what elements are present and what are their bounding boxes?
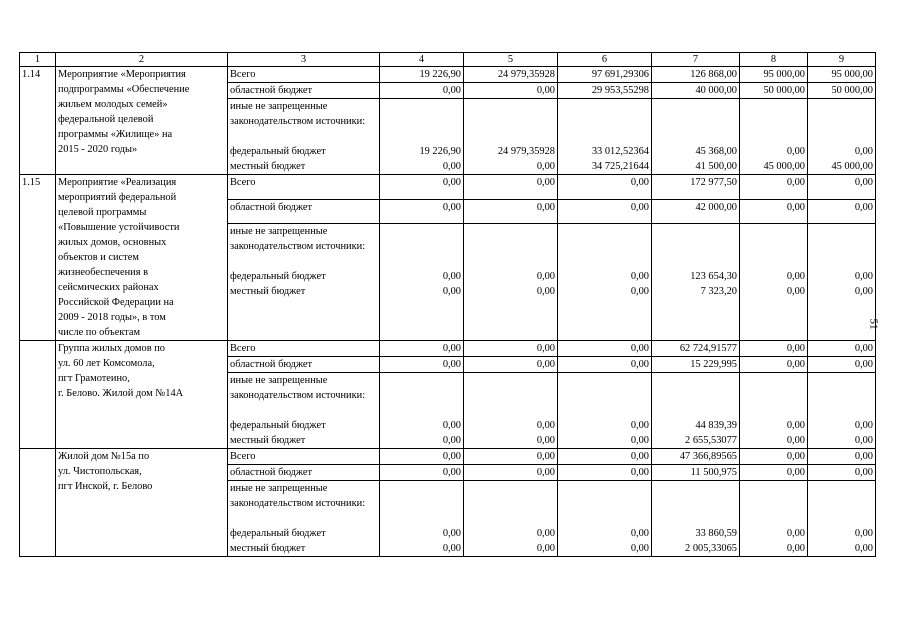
spacer <box>382 99 461 144</box>
amount-cell <box>808 465 876 481</box>
line: местный бюджет <box>230 161 306 172</box>
amount-cell <box>380 83 464 99</box>
value: 42 000,00 <box>695 201 737 213</box>
amount-cell <box>808 199 876 224</box>
value: 0,00 <box>442 161 461 172</box>
spacer <box>742 481 805 526</box>
item-description <box>56 341 228 449</box>
column-header: 7 <box>652 53 740 67</box>
value: 11 500,975 <box>690 467 737 478</box>
value: 0,00 <box>854 343 873 354</box>
spacer <box>382 373 461 418</box>
spacer <box>382 481 461 526</box>
budget-table <box>19 52 876 557</box>
line: федеральный бюджет <box>230 271 326 283</box>
amount-cell <box>464 341 558 357</box>
value: 0,00 <box>442 451 461 462</box>
item-description <box>56 175 228 341</box>
amount-cell <box>380 465 464 481</box>
item-description <box>56 67 228 175</box>
amount-cell <box>464 83 558 99</box>
line: федеральный бюджет <box>230 146 326 157</box>
value: 0,00 <box>630 543 649 554</box>
value: 95 000,00 <box>763 69 805 80</box>
value: 0,00 <box>854 528 873 539</box>
value: 0,00 <box>442 543 461 554</box>
item-number <box>20 449 56 557</box>
amount-cell <box>558 199 652 224</box>
value: 0,00 <box>786 467 805 478</box>
label: областной бюджет <box>230 467 313 478</box>
amount-cell <box>740 224 808 341</box>
value: 19 226,90 <box>419 69 461 80</box>
amount-cell <box>740 465 808 481</box>
value: 33 012,52364 <box>591 146 649 157</box>
table-row <box>20 67 876 83</box>
spacer <box>560 373 649 418</box>
funding-source <box>228 341 380 357</box>
column-header: 1 <box>20 53 56 67</box>
value: 0,00 <box>630 343 649 354</box>
amount-cell <box>808 175 876 200</box>
value: 0,00 <box>630 177 649 188</box>
amount-cell <box>464 481 558 557</box>
label: Всего <box>230 69 256 80</box>
amount-cell <box>740 67 808 83</box>
value: 0,00 <box>786 528 805 539</box>
value: 0,00 <box>854 177 873 188</box>
value: 0,00 <box>536 286 555 298</box>
amount-cell <box>380 357 464 373</box>
amount-cell <box>652 481 740 557</box>
description-text: Группа жилых домов по ул. 60 лет Комсомола, пгт Грамотеино, г. Белово. Жилой дом №14А <box>58 343 184 399</box>
value: 172 977,50 <box>690 177 737 188</box>
column-header: 8 <box>740 53 808 67</box>
value: 44 839,39 <box>695 420 737 431</box>
amount-cell <box>464 199 558 224</box>
value: 0,00 <box>630 286 649 298</box>
funding-source <box>228 373 380 449</box>
spacer <box>810 224 873 269</box>
value: 0,00 <box>536 161 555 172</box>
amount-cell <box>380 341 464 357</box>
value: 0,00 <box>786 451 805 462</box>
value: 0,00 <box>536 85 555 96</box>
amount-cell <box>380 199 464 224</box>
spacer <box>466 224 555 269</box>
funding-source <box>228 449 380 465</box>
value: 0,00 <box>786 543 805 554</box>
value: 19 226,90 <box>419 146 461 157</box>
value: 0,00 <box>786 435 805 446</box>
value: 0,00 <box>854 201 873 213</box>
value: 0,00 <box>442 528 461 539</box>
value: 0,00 <box>854 543 873 554</box>
item-number: 1.15 <box>20 175 56 341</box>
value: 0,00 <box>786 146 805 157</box>
item-number: 1.14 <box>20 67 56 175</box>
amount-cell <box>380 99 464 175</box>
funding-source <box>228 99 380 175</box>
spacer <box>560 481 649 526</box>
table-row <box>20 449 876 465</box>
value: 0,00 <box>442 85 461 96</box>
amount-cell <box>740 481 808 557</box>
line: федеральный бюджет <box>230 528 326 539</box>
value: 2 005,33065 <box>685 543 737 554</box>
amount-cell <box>464 373 558 449</box>
value: 126 868,00 <box>690 69 737 80</box>
amount-cell <box>464 99 558 175</box>
table-row <box>20 341 876 357</box>
spacer <box>810 373 873 418</box>
value: 0,00 <box>630 467 649 478</box>
amount-cell <box>464 449 558 465</box>
funding-source <box>228 357 380 373</box>
amount-cell <box>808 481 876 557</box>
value: 0,00 <box>536 359 555 370</box>
amount-cell <box>652 465 740 481</box>
amount-cell <box>652 67 740 83</box>
amount-cell <box>740 83 808 99</box>
value: 62 724,91577 <box>679 343 737 354</box>
amount-cell <box>380 175 464 200</box>
value: 0,00 <box>442 435 461 446</box>
spacer <box>466 481 555 526</box>
amount-cell <box>740 357 808 373</box>
amount-cell <box>380 224 464 341</box>
column-header: 4 <box>380 53 464 67</box>
amount-cell <box>558 99 652 175</box>
value: 41 500,00 <box>695 161 737 172</box>
value: 0,00 <box>536 420 555 431</box>
column-header: 6 <box>558 53 652 67</box>
amount-cell <box>464 67 558 83</box>
value: 97 691,29306 <box>591 69 649 80</box>
value: 24 979,35928 <box>497 69 555 80</box>
value: 0,00 <box>536 467 555 478</box>
value: 40 000,00 <box>695 85 737 96</box>
value: 45 368,00 <box>695 146 737 157</box>
spacer <box>560 99 649 144</box>
spacer <box>560 224 649 269</box>
amount-cell <box>740 341 808 357</box>
value: 0,00 <box>786 359 805 370</box>
line: местный бюджет <box>230 435 306 446</box>
funding-source <box>228 224 380 341</box>
amount-cell <box>808 99 876 175</box>
amount-cell <box>558 373 652 449</box>
value: 0,00 <box>786 420 805 431</box>
amount-cell <box>558 357 652 373</box>
value: 0,00 <box>786 177 805 188</box>
amount-cell <box>380 481 464 557</box>
value: 34 725,21644 <box>591 161 649 172</box>
amount-cell <box>652 357 740 373</box>
value: 0,00 <box>536 343 555 354</box>
value: 0,00 <box>442 177 461 188</box>
amount-cell <box>380 449 464 465</box>
value: 50 000,00 <box>831 85 873 96</box>
spacer <box>654 481 737 526</box>
amount-cell <box>464 465 558 481</box>
value: 0,00 <box>536 543 555 554</box>
value: 7 323,20 <box>700 286 737 298</box>
value: 0,00 <box>786 271 805 283</box>
line: местный бюджет <box>230 286 306 298</box>
value: 24 979,35928 <box>497 146 555 157</box>
amount-cell <box>464 224 558 341</box>
spacer <box>382 224 461 269</box>
value: 0,00 <box>630 359 649 370</box>
description-text: Жилой дом №15а по ул. Чистопольская, пгт Инской, г. Белово <box>58 451 153 492</box>
amount-cell <box>740 199 808 224</box>
amount-cell <box>558 83 652 99</box>
value: 0,00 <box>630 435 649 446</box>
line: иные не запрещенные законодательством источники: <box>230 101 366 127</box>
value: 0,00 <box>854 146 873 157</box>
value: 0,00 <box>536 177 555 188</box>
description-text: Мероприятие «Мероприятия подпрограммы «Обеспечение жильем молодых семей» федеральной целевой программы «Жилище» на 2015 - 2020 годы» <box>58 69 190 155</box>
value: 95 000,00 <box>831 69 873 80</box>
amount-cell <box>808 224 876 341</box>
column-header: 9 <box>808 53 876 67</box>
amount-cell <box>808 373 876 449</box>
spacer <box>654 224 737 269</box>
value: 0,00 <box>854 467 873 478</box>
value: 29 953,55298 <box>591 85 649 96</box>
amount-cell <box>558 175 652 200</box>
amount-cell <box>740 99 808 175</box>
funding-source <box>228 83 380 99</box>
funding-source <box>228 481 380 557</box>
value: 15 229,995 <box>690 359 737 370</box>
label: областной бюджет <box>230 359 313 370</box>
item-description <box>56 449 228 557</box>
value: 0,00 <box>536 201 555 213</box>
column-header: 2 <box>56 53 228 67</box>
line: иные не запрещенные законодательством источники: <box>230 483 366 509</box>
value: 47 366,89565 <box>679 451 737 462</box>
amount-cell <box>558 341 652 357</box>
spacer <box>654 373 737 418</box>
spacer <box>466 373 555 418</box>
spacer <box>742 224 805 269</box>
amount-cell <box>740 373 808 449</box>
amount-cell <box>558 465 652 481</box>
table-row <box>20 175 876 200</box>
spacer <box>810 481 873 526</box>
amount-cell <box>652 224 740 341</box>
amount-cell <box>652 373 740 449</box>
amount-cell <box>464 357 558 373</box>
value: 33 860,59 <box>695 528 737 539</box>
amount-cell <box>558 449 652 465</box>
funding-source <box>228 67 380 83</box>
spacer <box>742 373 805 418</box>
item-number <box>20 341 56 449</box>
funding-source <box>228 465 380 481</box>
value: 0,00 <box>442 271 461 283</box>
amount-cell <box>558 481 652 557</box>
amount-cell <box>558 67 652 83</box>
amount-cell <box>652 341 740 357</box>
value: 0,00 <box>442 286 461 298</box>
line: иные не запрещенные законодательством источники: <box>230 375 366 401</box>
amount-cell <box>652 449 740 465</box>
value: 45 000,00 <box>763 161 805 172</box>
value: 0,00 <box>786 343 805 354</box>
spacer <box>742 99 805 144</box>
amount-cell <box>652 99 740 175</box>
value: 0,00 <box>442 201 461 213</box>
amount-cell <box>808 67 876 83</box>
label: Всего <box>230 177 256 188</box>
value: 0,00 <box>854 420 873 431</box>
value: 0,00 <box>536 271 555 283</box>
label: Всего <box>230 451 256 462</box>
value: 0,00 <box>786 201 805 213</box>
funding-source <box>228 199 380 224</box>
value: 0,00 <box>630 201 649 213</box>
amount-cell <box>652 199 740 224</box>
line: федеральный бюджет <box>230 420 326 431</box>
value: 0,00 <box>854 271 873 283</box>
value: 0,00 <box>630 528 649 539</box>
value: 2 655,53077 <box>685 435 737 446</box>
value: 0,00 <box>854 286 873 298</box>
amount-cell <box>808 357 876 373</box>
value: 45 000,00 <box>831 161 873 172</box>
spacer <box>810 99 873 144</box>
amount-cell <box>464 175 558 200</box>
amount-cell <box>380 373 464 449</box>
line: иные не запрещенные законодательством источники: <box>230 226 366 253</box>
amount-cell <box>652 83 740 99</box>
value: 0,00 <box>854 359 873 370</box>
value: 0,00 <box>630 451 649 462</box>
label: областной бюджет <box>230 85 313 96</box>
value: 0,00 <box>442 420 461 431</box>
amount-cell <box>808 449 876 465</box>
value: 0,00 <box>442 359 461 370</box>
value: 0,00 <box>536 528 555 539</box>
amount-cell <box>740 175 808 200</box>
value: 0,00 <box>536 435 555 446</box>
value: 50 000,00 <box>763 85 805 96</box>
line: местный бюджет <box>230 543 306 554</box>
spacer <box>654 99 737 144</box>
value: 0,00 <box>854 451 873 462</box>
label: областной бюджет <box>230 201 313 213</box>
amount-cell <box>808 83 876 99</box>
amount-cell <box>380 67 464 83</box>
amount-cell <box>740 449 808 465</box>
value: 0,00 <box>854 435 873 446</box>
amount-cell <box>652 175 740 200</box>
amount-cell <box>558 224 652 341</box>
value: 0,00 <box>536 451 555 462</box>
header-row <box>20 53 876 67</box>
description-text: Мероприятие «Реализация мероприятий федеральной целевой программы «Повышение устойчивости жилых домов, основных объектов и систем жизнеобеспечения в сейсмических районах Российской Федерации на 2009 - 2018 годы», в том числе по объектам <box>58 177 180 338</box>
funding-source <box>228 175 380 200</box>
column-header: 3 <box>228 53 380 67</box>
spacer <box>466 99 555 144</box>
column-header: 5 <box>464 53 558 67</box>
value: 0,00 <box>786 286 805 298</box>
label: Всего <box>230 343 256 354</box>
value: 0,00 <box>630 271 649 283</box>
value: 0,00 <box>442 343 461 354</box>
value: 0,00 <box>630 420 649 431</box>
amount-cell <box>808 341 876 357</box>
page-number: 51 <box>867 318 880 330</box>
value: 0,00 <box>442 467 461 478</box>
value: 123 654,30 <box>690 271 737 283</box>
